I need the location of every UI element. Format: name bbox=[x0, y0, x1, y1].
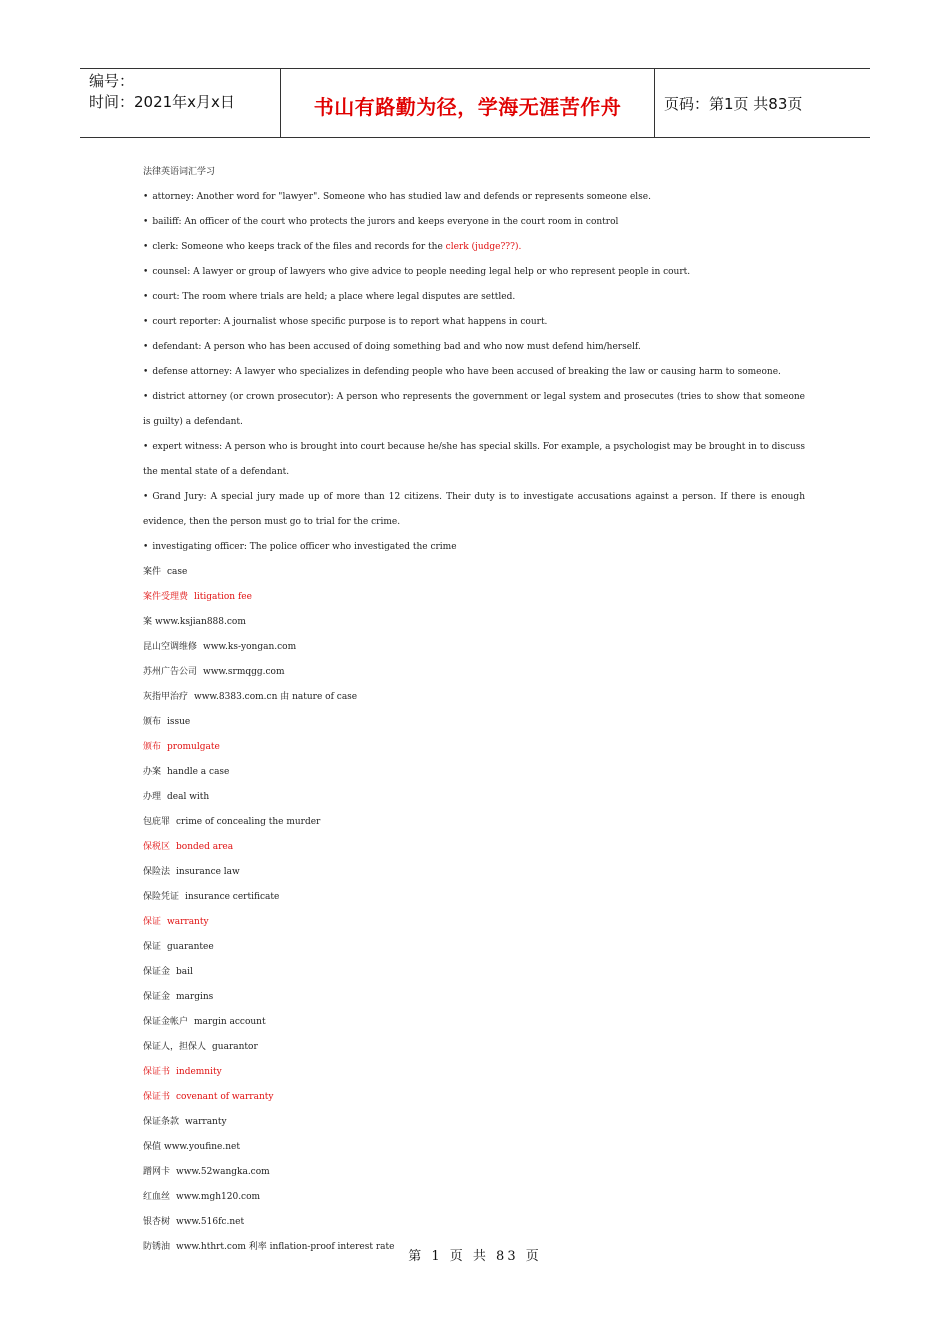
term-english: bail bbox=[176, 967, 193, 977]
term-chinese: 苏州广告公司 bbox=[143, 667, 198, 677]
term-chinese: 保证 bbox=[143, 942, 162, 952]
term-english: crime of concealing the murder bbox=[176, 817, 321, 827]
definition-text: defense attorney: A lawyer who specializes in defending people who have been accused of breaking the law or causing harm to someone. bbox=[152, 367, 781, 377]
glossary-item bbox=[143, 1210, 805, 1235]
term-english: litigation fee bbox=[194, 592, 252, 602]
term-chinese: 蹭网卡 bbox=[143, 1167, 171, 1177]
term-english: deal with bbox=[167, 792, 210, 802]
definition-item bbox=[143, 535, 805, 560]
term-chinese: 保证书 bbox=[143, 1092, 171, 1102]
term-chinese: 案件受理费 bbox=[143, 592, 189, 602]
term-english: www.516fc.net bbox=[176, 1217, 245, 1227]
term-english: www.ks-yongan.com bbox=[203, 642, 297, 652]
term-chinese: 案 bbox=[143, 617, 153, 627]
glossary-list bbox=[143, 560, 805, 1260]
term-chinese: 保证金 bbox=[143, 967, 171, 977]
document-body bbox=[143, 160, 805, 1260]
term-english: margin account bbox=[194, 1017, 266, 1027]
term-english: www.mgh120.com bbox=[176, 1192, 261, 1202]
term-chinese: 保险凭证 bbox=[143, 892, 180, 902]
term-chinese: 颁布 bbox=[143, 742, 162, 752]
term-english: www.srmqgg.com bbox=[203, 667, 285, 677]
glossary-item bbox=[143, 860, 805, 885]
term-chinese: 保证金帐户 bbox=[143, 1017, 189, 1027]
term-english: insurance law bbox=[176, 867, 240, 877]
glossary-item bbox=[143, 685, 805, 710]
glossary-item bbox=[143, 1085, 805, 1110]
definition-item bbox=[143, 210, 805, 235]
term-english: www.hthrt.com 利率 inflation-proof interest rate bbox=[176, 1242, 395, 1252]
glossary-item bbox=[143, 785, 805, 810]
term-english: warranty bbox=[167, 917, 209, 927]
glossary-item bbox=[143, 735, 805, 760]
bullet-dot: • bbox=[143, 542, 149, 552]
definition-text: court reporter: A journalist whose specific purpose is to report what happens in court. bbox=[152, 317, 548, 327]
glossary-item bbox=[143, 810, 805, 835]
glossary-item bbox=[143, 585, 805, 610]
term-english: covenant of warranty bbox=[176, 1092, 274, 1102]
term-english: www.youfine.net bbox=[164, 1142, 240, 1152]
term-english: issue bbox=[167, 717, 191, 727]
term-chinese: 昆山空调维修 bbox=[143, 642, 198, 652]
term-english: guarantor bbox=[212, 1042, 258, 1052]
term-chinese: 保证 bbox=[143, 917, 162, 927]
term-english: insurance certificate bbox=[185, 892, 280, 902]
term-english: www.52wangka.com bbox=[176, 1167, 270, 1177]
definition-item bbox=[143, 310, 805, 335]
term-english: warranty bbox=[185, 1117, 227, 1127]
definition-item bbox=[143, 285, 805, 310]
term-english: handle a case bbox=[167, 767, 230, 777]
term-chinese: 红血丝 bbox=[143, 1192, 171, 1202]
definition-item bbox=[143, 385, 805, 435]
definition-text: attorney: Another word for "lawyer". Someone who has studied law and defends or represents someone else. bbox=[152, 192, 651, 202]
glossary-item bbox=[143, 935, 805, 960]
definition-item bbox=[143, 260, 805, 285]
bullet-dot: • bbox=[143, 367, 149, 377]
definition-item bbox=[143, 435, 805, 485]
glossary-item bbox=[143, 885, 805, 910]
term-chinese: 保值 bbox=[143, 1142, 162, 1152]
glossary-item bbox=[143, 835, 805, 860]
term-english: case bbox=[167, 567, 188, 577]
definition-text: district attorney (or crown prosecutor): A person who represents the government or legal system and prosecutes (tries to show that someone is guilty) a defendant. bbox=[143, 392, 805, 427]
glossary-item bbox=[143, 1010, 805, 1035]
term-chinese: 保税区 bbox=[143, 842, 171, 852]
term-english: bonded area bbox=[176, 842, 234, 852]
glossary-item bbox=[143, 910, 805, 935]
header-table bbox=[80, 68, 870, 138]
glossary-item bbox=[143, 1160, 805, 1185]
definition-item bbox=[143, 485, 805, 535]
bullet-dot: • bbox=[143, 392, 149, 402]
term-chinese: 保证金 bbox=[143, 992, 171, 1002]
page-footer bbox=[0, 1245, 950, 1264]
glossary-item bbox=[143, 1035, 805, 1060]
definition-text: bailiff: An officer of the court who protects the jurors and keeps everyone in the court room in control bbox=[152, 217, 619, 227]
definition-text: investigating officer: The police officer who investigated the crime bbox=[152, 542, 457, 552]
term-english: indemnity bbox=[176, 1067, 222, 1077]
term-english: guarantee bbox=[167, 942, 214, 952]
glossary-item bbox=[143, 660, 805, 685]
bullet-dot: • bbox=[143, 267, 149, 277]
glossary-item bbox=[143, 985, 805, 1010]
definition-item bbox=[143, 185, 805, 210]
term-chinese: 包庇罪 bbox=[143, 817, 171, 827]
bullet-dot: • bbox=[143, 442, 149, 452]
term-chinese: 保证人，担保人 bbox=[143, 1042, 207, 1052]
header-motto-cell bbox=[281, 69, 655, 137]
definition-list bbox=[143, 185, 805, 560]
definition-text: expert witness: A person who is brought into court because he/she has special skills. For example, a psychologist may be brought in to discuss the mental state of a defendant. bbox=[143, 442, 805, 477]
term-english: www.8383.com.cn 由 nature of case bbox=[194, 692, 358, 702]
bullet-dot: • bbox=[143, 242, 149, 252]
bullet-dot: • bbox=[143, 217, 149, 227]
bullet-dot: • bbox=[143, 342, 149, 352]
glossary-item bbox=[143, 960, 805, 985]
bullet-dot: • bbox=[143, 317, 149, 327]
document-title: 法律英语词汇学习 bbox=[143, 167, 216, 177]
term-chinese: 办理 bbox=[143, 792, 162, 802]
term-chinese: 保证条款 bbox=[143, 1117, 180, 1127]
glossary-item bbox=[143, 560, 805, 585]
glossary-item bbox=[143, 1185, 805, 1210]
footer-page-number: 第 1 页 共 83 页 bbox=[408, 1249, 542, 1264]
glossary-item bbox=[143, 635, 805, 660]
term-english: www.ksjian888.com bbox=[155, 617, 246, 627]
glossary-item bbox=[143, 610, 805, 635]
glossary-item bbox=[143, 1110, 805, 1135]
bullet-dot: • bbox=[143, 192, 149, 202]
term-chinese: 灰指甲治疗 bbox=[143, 692, 189, 702]
definition-text: defendant: A person who has been accused of doing something bad and who now must defend him/herself. bbox=[152, 342, 641, 352]
term-chinese: 案件 bbox=[143, 567, 162, 577]
term-chinese: 颁布 bbox=[143, 717, 162, 727]
number-label: 编号： bbox=[89, 72, 135, 90]
time-label: 时间：2021年x月x日 bbox=[89, 93, 235, 111]
header-page-info bbox=[655, 69, 870, 137]
bullet-dot: • bbox=[143, 492, 149, 502]
definition-text: Grand Jury: A special jury made up of more than 12 citizens. Their duty is to investigate accusations against a person. If there is enough evidence, then the person must go to trial for the crime. bbox=[143, 492, 805, 527]
term-english: margins bbox=[176, 992, 214, 1002]
term-chinese: 办案 bbox=[143, 767, 162, 777]
glossary-item bbox=[143, 1060, 805, 1085]
header-meta bbox=[80, 69, 281, 137]
definition-highlight: clerk (judge???). bbox=[445, 242, 522, 252]
term-chinese: 防锈油 bbox=[143, 1242, 171, 1252]
definition-text: counsel: A lawyer or group of lawyers who give advice to people needing legal help or who represent people in court. bbox=[152, 267, 691, 277]
glossary-item bbox=[143, 710, 805, 735]
term-chinese: 保证书 bbox=[143, 1067, 171, 1077]
definition-item bbox=[143, 235, 805, 260]
definition-text: court: The room where trials are held; a place where legal disputes are settled. bbox=[152, 292, 516, 302]
glossary-item bbox=[143, 760, 805, 785]
header-motto: 书山有路勤为径，学海无涯苦作舟 bbox=[313, 94, 622, 119]
definition-text: clerk: Someone who keeps track of the files and records for the bbox=[152, 242, 446, 252]
bullet-dot: • bbox=[143, 292, 149, 302]
page-info-label: 页码：第1页 共83页 bbox=[664, 94, 803, 113]
glossary-item bbox=[143, 1135, 805, 1160]
term-english: promulgate bbox=[167, 742, 220, 752]
definition-item bbox=[143, 335, 805, 360]
term-chinese: 银杏树 bbox=[143, 1217, 171, 1227]
definition-item bbox=[143, 360, 805, 385]
term-chinese: 保险法 bbox=[143, 867, 171, 877]
